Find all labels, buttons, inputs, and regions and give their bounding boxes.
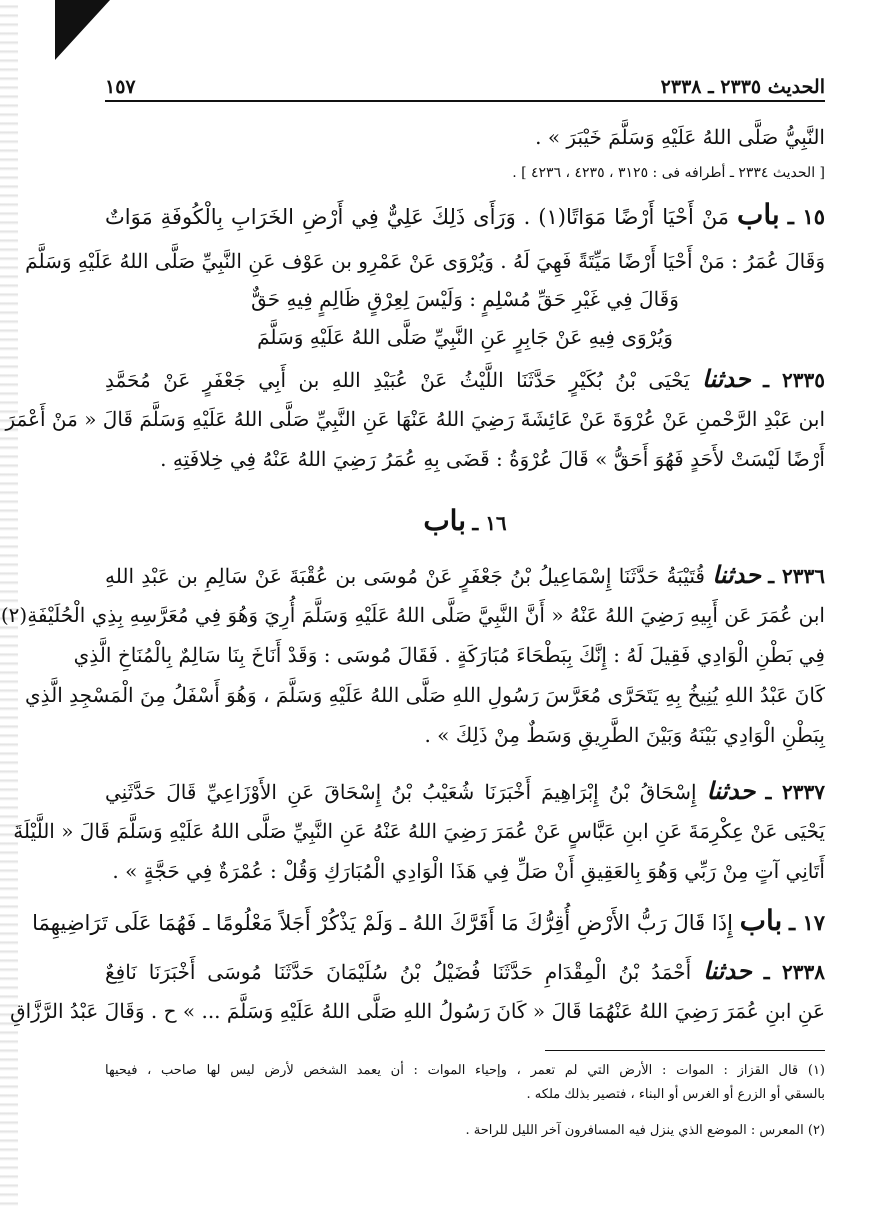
hadith-number: ٢٣٣٧ ـ — [765, 780, 825, 804]
footnote-rule — [545, 1050, 825, 1051]
text-line: عَنِ ابنِ عُمَرَ رَضِيَ اللهُ عَنْهُمَا قَالَ « كَانَ رَسُولُ اللهِ صَلَّى اللهُ عَلَيْهِ وَسَلَّمَ ... » ح . وَقَالَ عَبْدُ الرَّزَّاقِ — [10, 999, 825, 1023]
chapter-heading-17 — [32, 904, 825, 938]
footnote-1-cont: بالسقي أو الزرع أو الغرس أو البناء ، فتصير بذلك ملكه . — [526, 1087, 825, 1102]
hadith-text: إِسْحَاقُ بْنُ إِبْرَاهِيمَ أَخْبَرَنَا شُعَيْبُ بْنُ إِسْحَاقَ عَنِ الأَوْزَاعِيِّ قَالَ حَدَّثَنِي — [105, 780, 697, 804]
hadith-range: الحديث ٢٣٣٥ ـ ٢٣٣٨ — [660, 76, 825, 98]
hadith-2337-line — [105, 776, 825, 807]
hadith-2338-line — [105, 956, 825, 987]
chapter-word: باب — [737, 198, 780, 231]
book-page — [0, 60, 826, 1200]
text-line: النَّبِيُّ صَلَّى اللهُ عَلَيْهِ وَسَلَّمَ خَيْبَرَ » . — [535, 125, 825, 149]
page-header — [105, 60, 825, 98]
text-line: أَتَانِي آتٍ مِنْ رَبِّي وَهُوَ بِالعَقِيقِ أَنْ صَلِّ فِي هَذَا الْوَادِي الْمُبَارَكِ وَقُلْ : عُمْرَةٌ فِي حَجَّةٍ » . — [112, 859, 825, 883]
chapter-title: مَنْ أَحْيَا أَرْضًا مَوَاتًا(١) . وَرَأَى ذَلِكَ عَلِيٌّ فِي أَرْضِ الخَرَابِ بِالْكُوفَةِ مَوَاتٌ — [105, 205, 730, 229]
hadith-text: قُتَيْبَةُ حَدَّثَنَا إِسْمَاعِيلُ بْنُ جَعْفَرٍ عَنْ مُوسَى بن عُقْبَةَ عَنْ سَالِمِ بن عَبْدِ اللهِ — [105, 564, 705, 588]
chapter-heading-15 — [105, 200, 825, 232]
haddathana-mark: حدثنا — [702, 364, 751, 393]
hadith-2336-line — [105, 560, 825, 591]
text-line: وَقَالَ عُمَرُ : مَنْ أَحْيَا أَرْضًا مَيِّتَةً فَهِيَ لَهُ . وَيُرْوَى عَنْ عَمْرِو بن عَوْف عَنِ النَّبِيِّ صَلَّى اللهُ عَلَيْهِ وَسَلَّمَ — [25, 249, 825, 273]
hadith-number: ٢٣٣٦ ـ — [768, 564, 825, 588]
text-line: بِبَطْنِ الْوَادِي بَيْنَهُ وَبَيْنَ الطَّرِيقِ وَسَطٌ مِنْ ذَلِكَ » . — [424, 723, 825, 747]
hadith-number: ٢٣٣٥ ـ — [763, 368, 825, 392]
chapter-word: باب — [739, 904, 783, 937]
chapter-number: ١٥ ـ — [787, 204, 826, 229]
text-line: أَرْضًا لَيْسَتْ لأَحَدٍ فَهُوَ أَحَقُّ » قَالَ عُرْوَةُ : قَضَى بِهِ عُمَرُ رَضِيَ اللهُ عَنْهُ فِي خِلافَتِهِ . — [160, 447, 825, 471]
haddathana-mark: حدثنا — [712, 560, 761, 589]
text-line: يَحْيَى عَنْ عِكْرِمَةَ عَنِ ابنِ عَبَّاسٍ عَنْ عُمَرَ رَضِيَ اللهُ عَنْهُ عَنِ النَّبِيِّ صَلَّى اللهُ عَلَيْهِ وَسَلَّمَ قَالَ « اللَّيْلَةَ — [13, 819, 825, 843]
chapter-number: ١٦ ـ — [472, 511, 507, 535]
haddathana-mark: حدثنا — [706, 776, 756, 805]
text-line: فِي بَطْنِ الْوَادِي فَقِيلَ لَهُ : إِنَّكَ بِبَطْحَاءَ مُبَارَكَةٍ . فَقَالَ مُوسَى : وَقَدْ أَنَاخَ بِنَا سَالِمٌ بِالْمُنَاخِ الَّذِي — [73, 643, 825, 667]
text-line: كَانَ عَبْدُ اللهِ يُنِيخُ بِهِ يَتَحَرَّى مُعَرَّسَ رَسُولِ اللهِ صَلَّى اللهُ عَلَيْهِ وَسَلَّمَ ، وَهُوَ أَسْفَلُ مِنَ الْمَسْجِدِ الَّذِي — [24, 683, 825, 707]
chapter-heading-16 — [105, 506, 825, 538]
hadith-text: أَحْمَدُ بْنُ الْمِقْدَامِ حَدَّثَنَا فُضَيْلُ بْنُ سُلَيْمَانَ حَدَّثَنَا مُوسَى أَخْبَرَنَا نَافِعٌ — [105, 960, 692, 984]
chapter-number: ١٧ ـ — [788, 910, 825, 935]
scan-corner-artifact — [55, 0, 110, 60]
footnote-2: (٢) المعرس : الموضع الذي ينزل فيه المسافرون آخر الليل للراحة . — [465, 1123, 825, 1138]
hadith-number: ٢٣٣٨ ـ — [763, 960, 826, 984]
text-line: ابن عَبْدِ الرَّحْمنِ عَنْ عُرْوَةَ عَنْ عَائِشَةَ رَضِيَ اللهُ عَنْهَا عَنِ النَّبِيِّ صَلَّى اللهُ عَلَيْهِ وَسَلَّمَ قَالَ « مَنْ أَعْمَرَ — [5, 407, 825, 431]
hadith-2335-line — [105, 364, 825, 395]
page-number: ١٥٧ — [105, 76, 136, 98]
haddathana-mark: حدثنا — [703, 956, 752, 985]
chapter-title: إِذَا قَالَ رَبُّ الأَرْضِ أُقِرُّكَ مَا أَقَرَّكَ اللهُ ـ وَلَمْ يَذْكُرْ أَجَلاً مَعْلُومًا ـ فَهُمَا عَلَى تَرَاضِيهِمَا — [32, 911, 733, 935]
header-rule — [105, 100, 825, 102]
text-line: وَقَالَ فِي غَيْرِ حَقِّ مُسْلِمٍ : وَلَيْسَ لِعِرْقٍ ظَالِمٍ فِيهِ حَقٌّ — [251, 287, 679, 311]
hadith-text: يَحْيَى بْنُ بُكَيْرٍ حَدَّثَنَا اللَّيْثُ عَنْ عُبَيْدِ اللهِ بن أَبِي جَعْفَرٍ عَنْ مُحَمَّدِ — [105, 368, 690, 392]
cross-reference: [ الحديث ٢٣٣٤ ـ أطرافه فى : ٣١٢٥ ، ٤٢٣٥ ، ٤٢٣٦ ] . — [512, 165, 825, 181]
text-line: وَيُرْوَى فِيهِ عَنْ جَابِرٍ عَنِ النَّبِيِّ صَلَّى اللهُ عَلَيْهِ وَسَلَّمَ — [257, 325, 673, 349]
chapter-word: باب — [423, 504, 466, 537]
footnote-1: (١) قال القزاز : الموات : الأرض التي لم تعمر ، وإحياء الموات : أن يعمد الشخص لأرض ليس لها صاحب ، فيحيها — [105, 1063, 825, 1078]
text-line: ابن عُمَرَ عَن أَبِيهِ رَضِيَ اللهُ عَنْهُ « أَنَّ النَّبِيَّ صَلَّى اللهُ عَلَيْهِ وَسَلَّمَ أُرِيَ وَهُوَ فِي مُعَرَّسِهِ بِذِي الْحُلَيْفَةِ(٢) — [0, 603, 825, 627]
